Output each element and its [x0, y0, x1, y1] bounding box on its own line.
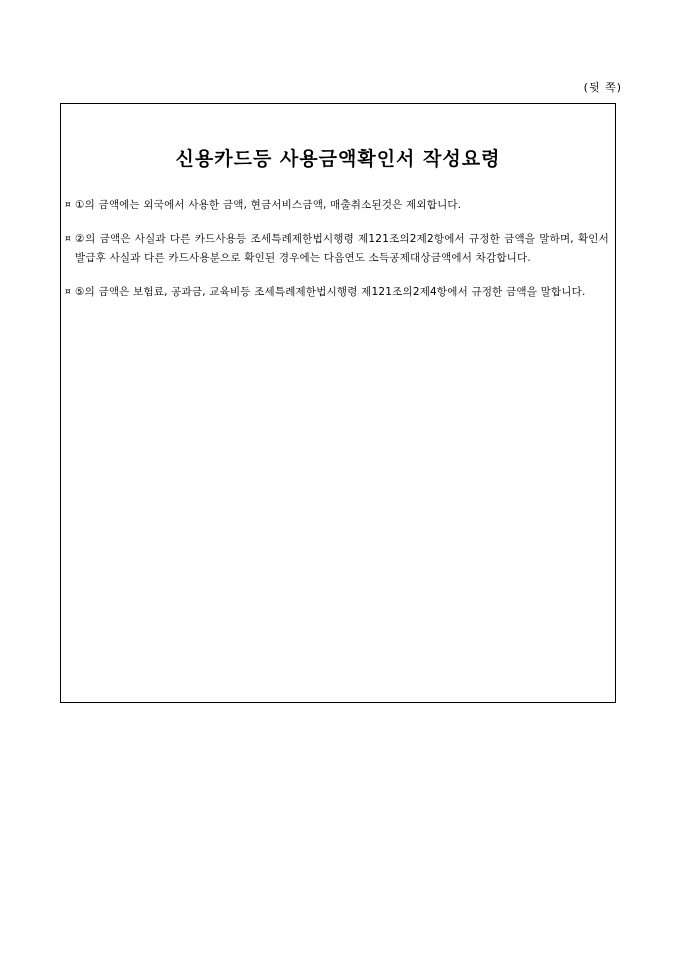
bullet-icon: ¤ [65, 234, 71, 244]
instruction-item-2 [65, 230, 609, 268]
instruction-list [65, 196, 609, 317]
page-side-label: (뒷 쪽) [583, 81, 622, 94]
document-title: 신용카드등 사용금액확인서 작성요령 [175, 148, 501, 170]
instruction-item-1 [65, 196, 609, 215]
bullet-icon: ¤ [65, 287, 71, 297]
instruction-text: ①의 금액에는 외국에서 사용한 금액, 현금서비스금액, 매출취소된것은 제외합니다. [75, 199, 462, 211]
bullet-icon: ¤ [65, 200, 71, 210]
instruction-text: ⑤의 금액은 보험료, 공과금, 교육비등 조세특례제한법시행령 제121조의2제4항에서 규정한 금액을 말합니다. [75, 286, 586, 298]
instruction-text: ②의 금액은 사실과 다른 카드사용등 조세특례제한법시행령 제121조의2제2항에서 규정한 금액을 말하며, 확인서 발급후 사실과 다른 카드사용분으로 확인된 경우에는 다음연도 소득공제대상금액에서 차감합니다. [75, 233, 609, 264]
instructions-frame [60, 103, 616, 703]
instruction-item-3 [65, 283, 609, 302]
